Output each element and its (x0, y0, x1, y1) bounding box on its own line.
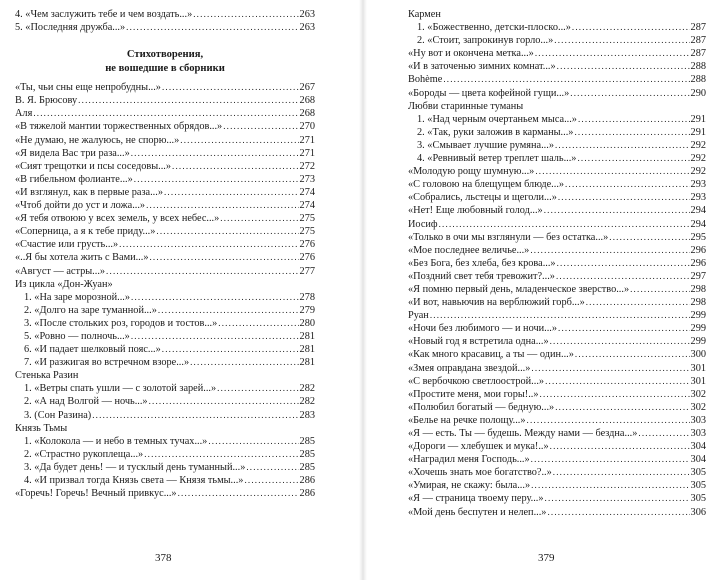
toc-entry-page: 275 (299, 226, 315, 238)
toc-entry-title: «Поздний свет тебя тревожит?...» (408, 270, 555, 282)
toc-entry (408, 453, 706, 466)
toc-entry (15, 238, 315, 251)
toc-entry-page: 295 (690, 231, 706, 243)
toc-entry (408, 178, 706, 191)
dot-leader (162, 343, 299, 356)
dot-leader (246, 461, 298, 474)
toc-entry-title: «Без Бога, без хлеба, без крова...» (408, 257, 556, 269)
toc-entry-title: 3. (Сон Разина) (24, 409, 92, 421)
toc-entry-page: 305 (690, 480, 706, 492)
toc-entry-title: «Простите меня, мои горы!..» (408, 388, 539, 400)
toc-entry (15, 291, 315, 304)
toc-entry-page: 286 (299, 475, 315, 486)
dot-leader (547, 506, 689, 519)
toc-entry-title: Из цикла «Дон-Жуан» (15, 278, 113, 290)
toc-entry-title: «Как много красавиц, а ты — один...» (408, 349, 574, 361)
toc-entry-title: Любви старинные туманы (408, 100, 524, 112)
toc-entry-page: 292 (690, 166, 706, 178)
toc-entry-title: 3. «Да будет день! — и тусклый день туманный...» (24, 461, 246, 473)
dot-leader (570, 87, 689, 100)
toc-entry-title: «Счастие или грусть...» (15, 239, 119, 251)
dot-leader (33, 107, 298, 120)
toc-entry-page: 293 (690, 192, 706, 204)
toc-entry-title: 2. «А над Волгой — ночь...» (24, 396, 148, 408)
dot-leader (223, 120, 298, 133)
dot-leader (544, 204, 690, 217)
toc-entry-page: 291 (690, 126, 706, 138)
toc-entry-page: 294 (690, 218, 706, 230)
toc-entry-page: 298 (690, 297, 706, 309)
dot-leader (550, 335, 690, 348)
toc-entry-title: «Ночи без любимого — и ночи...» (408, 323, 558, 335)
toc-entry-title: Князь Тьмы (15, 422, 68, 434)
toc-entry-page: 304 (690, 454, 706, 466)
dot-leader (557, 257, 690, 270)
toc-entry-page: 268 (299, 95, 315, 107)
toc-entry-page: 299 (690, 323, 706, 335)
toc-entry-title: «Чтоб дойти до уст и ложа...» (15, 200, 146, 212)
toc-entry-page: 291 (690, 113, 706, 125)
toc-entry-title: «Горечь! Горечь! Вечный привкус...» (15, 488, 177, 500)
dot-leader (557, 60, 690, 73)
toc-entry (15, 160, 315, 173)
toc-entry-page: 276 (299, 252, 315, 264)
toc-entry-page: 306 (690, 506, 706, 518)
left-toc-column (15, 8, 315, 500)
toc-entry-title: 3. «Смывает лучшие румяна...» (417, 139, 554, 151)
toc-entry-title: «Полюбил богатый — бедную...» (408, 401, 555, 413)
toc-entry-title: «Ты, чьи сны еще непробудны...» (15, 82, 161, 94)
dot-leader (540, 388, 690, 401)
toc-entry (15, 21, 315, 34)
toc-entry-title: «И в заточенью зимних комнат...» (408, 61, 556, 73)
toc-entry-title: Стенька Разин (15, 370, 79, 382)
toc-entry-page: 303 (690, 428, 706, 439)
dot-leader (575, 348, 690, 361)
toc-entry-page: 281 (299, 357, 315, 369)
page-number-left: 378 (155, 552, 172, 564)
dot-leader (126, 21, 298, 34)
dot-leader (439, 218, 690, 231)
toc-entry (15, 186, 315, 199)
toc-entry (408, 401, 706, 414)
toc-entry-page: 287 (690, 22, 706, 34)
toc-entry (15, 212, 315, 225)
toc-entry-title: «С головою на блещущем блюде...» (408, 179, 565, 191)
toc-entry-page: 288 (690, 61, 706, 73)
dot-leader (156, 225, 298, 238)
toc-entry-title: «Мой день беспутен и нелеп...» (408, 506, 547, 518)
toc-entry-page: 294 (690, 205, 706, 217)
dot-leader (555, 401, 689, 414)
toc-entry (15, 278, 315, 291)
toc-entry (15, 265, 315, 278)
toc-entry-title: «Умирая, не скажу: была...» (408, 480, 531, 492)
toc-entry (408, 388, 706, 401)
toc-entry-page: 286 (299, 488, 315, 500)
toc-entry-page: 285 (299, 448, 315, 460)
toc-entry-page: 301 (690, 362, 706, 374)
toc-entry (408, 414, 706, 427)
dot-leader (586, 296, 690, 309)
toc-entry (408, 34, 706, 47)
toc-entry-title: 5. «Ровно — полночь...» (24, 330, 130, 342)
toc-entry-page: 275 (299, 213, 315, 225)
toc-entry-page: 303 (690, 414, 706, 426)
toc-entry-title: «Собрались, льстецы и щеголи...» (408, 192, 557, 204)
dot-leader (535, 165, 689, 178)
dot-leader (572, 21, 690, 34)
dot-leader (218, 317, 298, 330)
toc-entry-page: 277 (299, 265, 315, 277)
toc-entry-page: 305 (690, 467, 706, 479)
toc-entry (15, 199, 315, 212)
toc-entry-title: «Я — страница твоему перу...» (408, 493, 544, 505)
toc-entry-page: 263 (299, 9, 315, 20)
toc-entry-title: «Нет! Еще любовный голод...» (408, 205, 543, 217)
toc-entry (15, 317, 315, 330)
toc-entry (408, 283, 706, 296)
toc-entry-title: 2. «Так, руки заложив в карманы...» (417, 126, 574, 138)
toc-entry-title: 6. «И падает шелковый пояс...» (24, 344, 161, 356)
toc-entry (408, 191, 706, 204)
dot-leader (578, 113, 690, 126)
toc-entry (15, 120, 315, 133)
toc-entry (408, 231, 706, 244)
toc-entry-page: 293 (690, 179, 706, 191)
toc-entry-page: 305 (690, 493, 706, 505)
dot-leader (545, 492, 690, 505)
toc-entry-page: 276 (299, 239, 315, 251)
toc-entry (408, 335, 706, 348)
dot-leader (555, 139, 690, 152)
toc-entry (408, 270, 706, 283)
toc-entry-title: «И взглянул, как в первые раза...» (15, 186, 163, 198)
toc-entry-page: 298 (690, 283, 706, 295)
toc-entry (15, 395, 315, 408)
toc-entry-title: «Змея оправдана звездой...» (408, 362, 531, 374)
left-top-entries (15, 8, 315, 34)
toc-entry-title: «Только в очи мы взглянули — без остатка...» (408, 231, 609, 243)
dot-leader (545, 375, 689, 388)
toc-entry-title: «Я видела Вас три раза...» (15, 147, 130, 159)
toc-entry (15, 251, 315, 264)
left-toc-list (15, 81, 315, 500)
toc-entry (15, 487, 315, 500)
toc-entry-page: 267 (299, 82, 315, 94)
dot-leader (531, 453, 690, 466)
toc-entry-page: 279 (299, 304, 315, 316)
toc-entry (15, 356, 315, 369)
toc-entry (408, 296, 706, 309)
toc-entry-page: 302 (690, 401, 706, 413)
toc-entry (408, 257, 706, 270)
toc-entry-title: В. Я. Брюсову (15, 95, 78, 107)
toc-entry-title: «Соперница, а я к тебе приду...» (15, 226, 156, 238)
toc-entry-page: 282 (299, 396, 315, 408)
toc-entry-title: Иосиф (408, 218, 438, 230)
toc-entry-title: «Дороги — хлебушек и мука!..» (408, 441, 549, 453)
toc-entry-page: 296 (690, 257, 706, 269)
toc-entry (15, 422, 315, 435)
toc-entry-title: «С вербочкою светлоострой...» (408, 375, 545, 387)
dot-leader (217, 382, 298, 395)
toc-entry (408, 139, 706, 152)
toc-entry (15, 8, 315, 21)
toc-entry (408, 479, 706, 492)
toc-entry-page: 304 (690, 441, 706, 453)
right-toc-column (408, 8, 706, 519)
toc-entry-title: 4. «Ревнивый ветер треплет шаль...» (417, 153, 577, 165)
toc-entry (408, 47, 706, 60)
toc-entry (408, 440, 706, 453)
dot-leader (630, 283, 689, 296)
toc-entry-title: 3. «После стольких роз, городов и тостов...» (24, 317, 218, 329)
toc-entry-page: 274 (299, 186, 315, 198)
dot-leader (131, 330, 299, 343)
toc-entry-page: 268 (299, 108, 315, 120)
toc-entry-page: 290 (690, 87, 706, 99)
toc-entry (408, 492, 706, 505)
dot-leader (244, 474, 298, 487)
toc-entry-title: «Хочешь знать мое богатство?..» (408, 467, 552, 479)
toc-entry-page: 300 (690, 349, 706, 361)
toc-entry (15, 474, 315, 487)
dot-leader (577, 152, 689, 165)
toc-entry (15, 343, 315, 356)
toc-entry (408, 244, 706, 257)
toc-entry (408, 8, 706, 21)
dot-leader (554, 34, 689, 47)
dot-leader (574, 126, 689, 139)
toc-entry-title: «Наградил меня Господь...» (408, 454, 530, 466)
toc-entry (15, 382, 315, 395)
toc-entry-title: «Я помню первый день, младенческое зверство...» (408, 283, 630, 295)
toc-entry-page: 281 (299, 330, 315, 342)
dot-leader (565, 178, 690, 191)
toc-entry-title: «Не думаю, не жалуюсь, не спорю...» (15, 134, 180, 146)
section-heading-line2: не вошедшие в сборники (105, 62, 225, 74)
toc-entry-page: 280 (299, 317, 315, 329)
toc-entry (408, 21, 706, 34)
toc-entry (408, 126, 706, 139)
toc-entry-title: 5. «Последняя дружба...» (15, 22, 126, 34)
toc-entry (15, 107, 315, 120)
dot-leader (531, 362, 689, 375)
toc-entry-page: 274 (299, 200, 315, 212)
toc-entry (408, 100, 706, 113)
dot-leader (78, 94, 298, 107)
dot-leader (443, 73, 689, 86)
toc-entry-title: «Бороды — цвета кофейной гущи...» (408, 87, 570, 99)
toc-entry (15, 461, 315, 474)
dot-leader (556, 270, 690, 283)
dot-leader (530, 244, 689, 257)
toc-entry (15, 409, 315, 422)
toc-entry (15, 134, 315, 147)
toc-entry (408, 427, 706, 440)
dot-leader (180, 134, 298, 147)
toc-entry-title: 7. «И разжигая во встречном взоре...» (24, 357, 190, 369)
toc-entry (408, 348, 706, 361)
right-toc-list (408, 8, 706, 519)
dot-leader (550, 440, 690, 453)
toc-entry-title: 4. «Чем заслужить тебе и чем воздать...» (15, 9, 193, 20)
toc-entry (408, 152, 706, 165)
dot-leader (193, 8, 298, 21)
toc-entry-page: 296 (690, 244, 706, 256)
toc-entry-title: Bohème (408, 74, 443, 86)
dot-leader (172, 160, 299, 173)
dot-leader (430, 309, 690, 322)
toc-entry-page: 288 (690, 74, 706, 86)
toc-entry-page: 270 (299, 121, 315, 133)
dot-leader (92, 409, 298, 422)
page-number-right: 379 (538, 552, 555, 564)
toc-entry-title: 2. «Стоит, запрокинув горло...» (417, 35, 554, 47)
toc-entry-title: «Ну вот и окончена метка...» (408, 48, 534, 60)
toc-entry-page: 278 (299, 291, 315, 303)
toc-entry-page: 302 (690, 388, 706, 400)
toc-entry-title: Руан (408, 310, 429, 322)
toc-entry (15, 435, 315, 448)
toc-entry (408, 165, 706, 178)
toc-entry (15, 225, 315, 238)
toc-entry-page: 285 (299, 435, 315, 447)
dot-leader (149, 395, 299, 408)
section-heading (15, 48, 315, 75)
section-heading-line1: Стихотворения, (126, 49, 204, 61)
toc-entry-title: 1. «Божественно, детски-плоско...» (417, 22, 571, 34)
toc-entry (15, 448, 315, 461)
toc-entry-page: 271 (299, 134, 315, 146)
toc-entry-page: 283 (299, 409, 315, 421)
dot-leader (638, 427, 689, 440)
dot-leader (131, 291, 299, 304)
toc-entry (15, 369, 315, 382)
dot-leader (208, 435, 298, 448)
toc-entry-title: «Мое последнее величье...» (408, 244, 530, 256)
dot-leader (531, 479, 689, 492)
dot-leader (162, 81, 299, 94)
dot-leader (146, 199, 298, 212)
dot-leader (106, 265, 299, 278)
toc-entry-page: 292 (690, 153, 706, 165)
toc-entry-page: 299 (690, 336, 706, 348)
toc-entry-page: 297 (690, 270, 706, 282)
toc-entry (408, 309, 706, 322)
toc-entry-title: «В гибельном фолианте...» (15, 173, 133, 185)
toc-entry-title: Кармен (408, 9, 441, 20)
toc-entry (15, 147, 315, 160)
dot-leader (609, 231, 689, 244)
toc-entry-title: 1. «Над черным очертаньем мыса...» (417, 113, 577, 125)
toc-entry-page: 281 (299, 344, 315, 356)
toc-entry (408, 466, 706, 479)
toc-entry-title: «Молодую рощу шумную...» (408, 166, 535, 178)
toc-entry-page: 292 (690, 139, 706, 151)
toc-entry (15, 173, 315, 186)
right-page (362, 0, 724, 580)
toc-entry-page: 299 (690, 310, 706, 322)
toc-entry-page: 287 (690, 35, 706, 47)
dot-leader (164, 186, 299, 199)
toc-entry (408, 218, 706, 231)
dot-leader (131, 147, 299, 160)
toc-entry-title: «Новый год я встретила одна...» (408, 336, 549, 348)
toc-entry-page: 285 (299, 461, 315, 473)
toc-entry-title: «Я тебя отвоюю у всех земель, у всех небес...» (15, 213, 220, 225)
toc-entry-page: 263 (299, 22, 315, 34)
toc-entry-title: 4. «И призвал тогда Князь света — Князя тьмы...» (24, 475, 244, 486)
dot-leader (535, 47, 690, 60)
toc-entry (408, 322, 706, 335)
toc-entry-page: 301 (690, 375, 706, 387)
toc-entry-title: Аля (15, 108, 33, 120)
dot-leader (134, 173, 299, 186)
toc-entry (408, 375, 706, 388)
toc-entry-title: «Сият трещотки и псы соседовы...» (15, 160, 172, 172)
toc-entry (15, 330, 315, 343)
toc-entry (408, 113, 706, 126)
dot-leader (144, 448, 298, 461)
toc-entry (15, 304, 315, 317)
toc-entry-page: 273 (299, 173, 315, 185)
toc-entry-title: «И вот, навьючив на верблюжий горб...» (408, 297, 585, 309)
toc-entry-page: 287 (690, 48, 706, 60)
dot-leader (158, 304, 299, 317)
toc-entry (408, 73, 706, 86)
toc-entry (408, 204, 706, 217)
dot-leader (558, 191, 690, 204)
toc-entry-page: 271 (299, 147, 315, 159)
dot-leader (558, 322, 690, 335)
toc-entry-title: 1. «Колокола — и небо в темных тучах...» (24, 435, 208, 447)
toc-entry (408, 506, 706, 519)
dot-leader (220, 212, 298, 225)
dot-leader (527, 414, 690, 427)
toc-entry-page: 272 (299, 160, 315, 172)
toc-entry-title: «В тяжелой мантии торжественных обрядов...» (15, 121, 223, 133)
toc-entry-page: 282 (299, 383, 315, 395)
toc-entry-title: 1. «Ветры спать ушли — с золотой зарей...» (24, 383, 217, 395)
toc-entry (408, 60, 706, 73)
toc-entry (408, 362, 706, 375)
dot-leader (178, 487, 299, 500)
dot-leader (553, 466, 690, 479)
dot-leader (119, 238, 298, 251)
toc-entry-title: 2. «Долго на заре туманной...» (24, 304, 157, 316)
toc-entry (15, 94, 315, 107)
toc-entry-title: «Август — астры...» (15, 265, 106, 277)
dot-leader (149, 251, 298, 264)
toc-entry-title: «Я — есть. Ты — будешь. Между нами — бездна...» (408, 428, 638, 439)
toc-entry-title: 1. «На заре морозной...» (24, 291, 131, 303)
toc-entry-title: «Белье на речке полощу...» (408, 414, 526, 426)
toc-entry-title: «..Я бы хотела жить с Вами...» (15, 252, 149, 264)
toc-entry (15, 81, 315, 94)
toc-entry-title: 2. «Страстно рукоплеща...» (24, 448, 144, 460)
toc-entry (408, 87, 706, 100)
dot-leader (190, 356, 298, 369)
